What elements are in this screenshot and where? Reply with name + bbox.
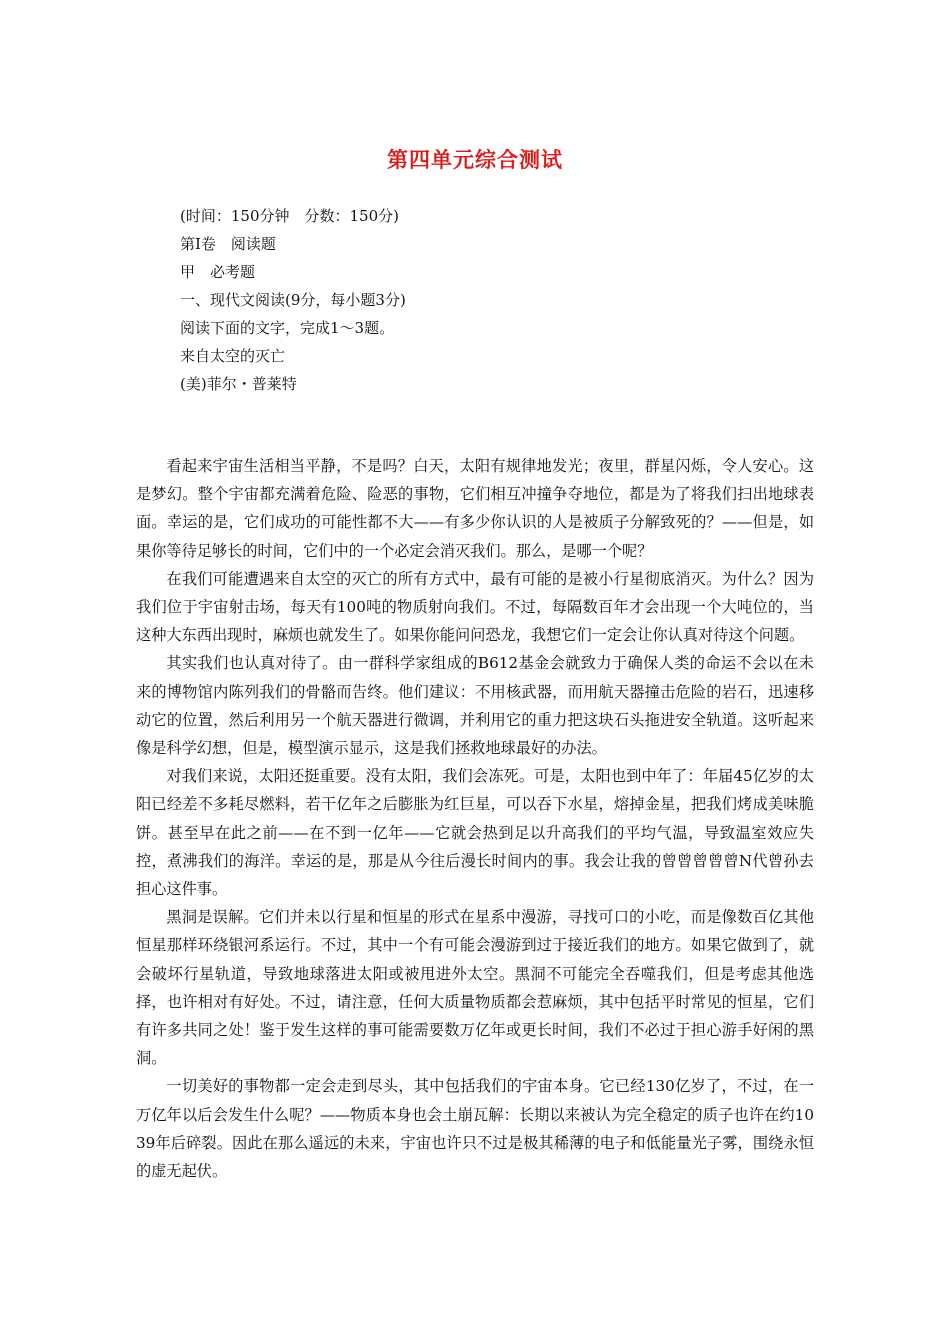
- question-group-heading: 一、现代文阅读(9分，每小题3分): [180, 291, 406, 309]
- exam-info-line: (时间：150分钟 分数：150分): [180, 207, 399, 225]
- article-author: (美)菲尔・普莱特: [180, 375, 297, 393]
- reading-instruction: 阅读下面的文字，完成1～3题。: [180, 319, 395, 337]
- document-title: 第四单元综合测试: [387, 147, 563, 172]
- paragraph: 一切美好的事物都一定会走到尽头，其中包括我们的宇宙本身。它已经130亿岁了，不过，在一万亿年以后会发生什么呢？——物质本身也会土崩瓦解：长期以来被认为完全稳定的质子也许在约1039年后碎裂。因此在那么遥远的未来，宇宙也许只不过是极其稀薄的电子和低能量光子雾，围绕永恒的虚无起伏。: [136, 1077, 814, 1181]
- paragraph: 黑洞是误解。它们并未以行星和恒星的形式在星系中漫游，寻找可口的小吃，而是像数百亿其他恒星那样环绕银河系运行。不过，其中一个有可能会漫游到过于接近我们的地方。如果它做到了，就会破坏行星轨道，导致地球落进太阳或被甩进外太空。黑洞不可能完全吞噬我们，但是考虑其他选择，也许相对有好处。不过，请注意，任何大质量物质都会惹麻烦，其中包括平时常见的恒星，它们有许多共同之处！鉴于发生这样的事可能需要数万亿年或更长时间，我们不必过于担心游手好闲的黑洞。: [136, 908, 814, 1068]
- header-block: [180, 202, 406, 398]
- article-title: 来自太空的灭亡: [180, 347, 286, 365]
- section-title: 第Ⅰ卷 阅读题: [180, 235, 276, 253]
- paragraph: 其实我们也认真对待了。由一群科学家组成的B612基金会就致力于确保人类的命运不会以在未来的博物馆内陈列我们的骨骼而告终。他们建议：不用核武器，而用航天器撞击危险的岩石，迅速移动它的位置，然后利用另一个航天器进行微调，并利用它的重力把这块石头拖进安全轨道。这听起来像是科学幻想，但是，模型演示显示，这是我们拯救地球最好的办法。: [136, 654, 814, 758]
- paragraph: 在我们可能遭遇来自太空的灭亡的所有方式中，最有可能的是被小行星彻底消灭。为什么？因为我们位于宇宙射击场，每天有100吨的物质射向我们。不过，每隔数百年才会出现一个大吨位的，当这种大东西出现时，麻烦也就发生了。如果你能问问恐龙，我想它们一定会让你认真对待这个问题。: [136, 569, 814, 645]
- article-body: [136, 452, 814, 1185]
- paragraph: 对我们来说，太阳还挺重要。没有太阳，我们会冻死。可是，太阳也到中年了：年届45亿岁的太阳已经差不多耗尽燃料，若干亿年之后膨胀为红巨星，可以吞下水星，熔掉金星，把我们烤成美味脆饼。甚至早在此之前——在不到一亿年——它就会热到足以升高我们的平均气温，导致温室效应失控，煮沸我们的海洋。幸运的是，那是从今往后漫长时间内的事。我会让我的曾曾曾曾曾N代曾孙去担心这件事。: [136, 767, 814, 899]
- paragraph: 看起来宇宙生活相当平静，不是吗？白天，太阳有规律地发光；夜里，群星闪烁，令人安心。这是梦幻。整个宇宙都充满着危险、险恶的事物，它们相互冲撞争夺地位，都是为了将我们扫出地球表面。幸运的是，它们成功的可能性都不大——有多少你认识的人是被质子分解致死的？——但是，如果你等待足够长的时间，它们中的一个必定会消灭我们。那么，是哪一个呢？: [136, 457, 814, 560]
- subsection-title: 甲 必考题: [180, 263, 256, 281]
